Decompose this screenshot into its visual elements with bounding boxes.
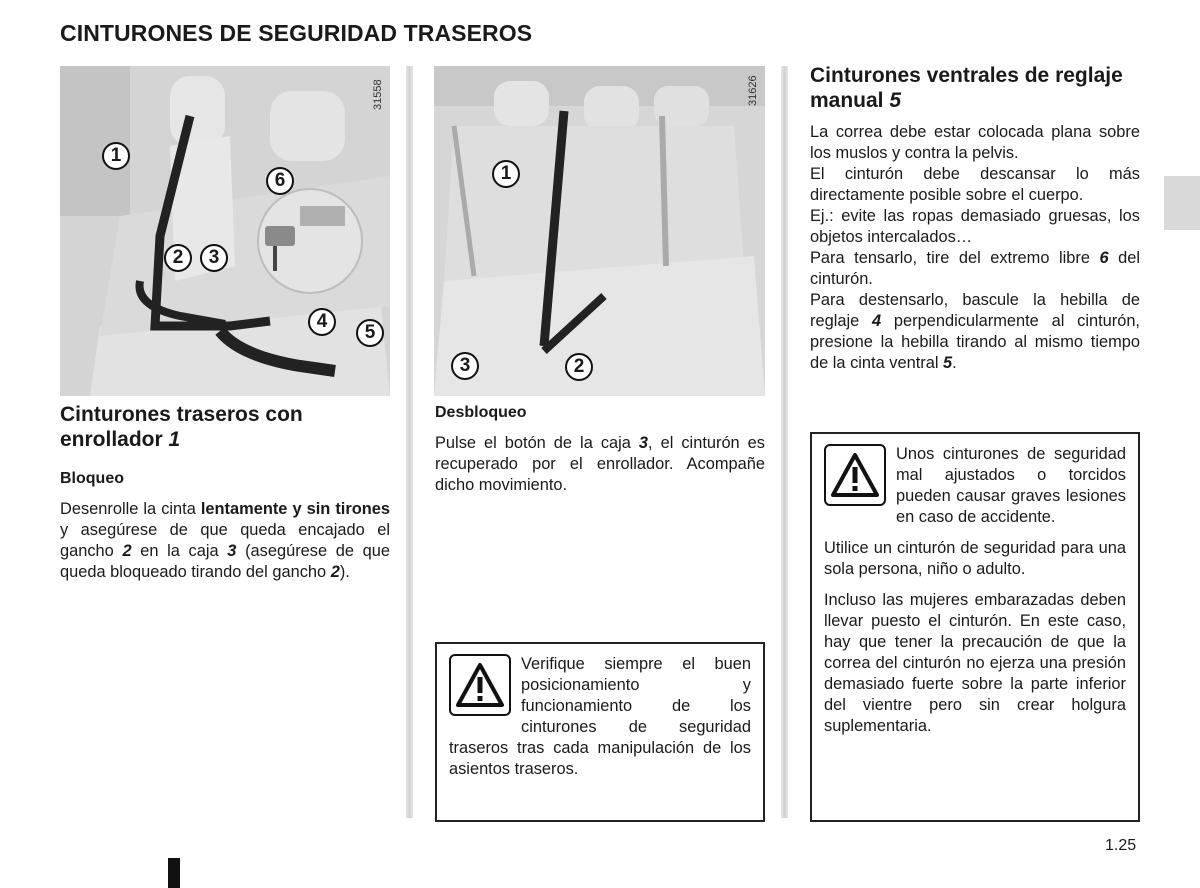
warning-box-positioning (435, 642, 765, 822)
lap-paragraph-4 (810, 248, 1140, 290)
callout-5: 5 (356, 319, 384, 347)
text-run: Para tensarlo, tire del extremo libre (810, 249, 1100, 267)
ref-number: 3 (227, 542, 237, 560)
figure-ref-number: 31626 (747, 75, 759, 106)
text-run: Desenrolle la cinta (60, 500, 201, 518)
warning-triangle-icon (449, 654, 511, 716)
ref-number: 6 (1099, 249, 1109, 267)
ref-number: 2 (122, 542, 132, 560)
callout-6: 6 (266, 167, 294, 195)
unlock-instructions (435, 433, 765, 496)
ref-number: 4 (872, 312, 882, 330)
lap-paragraph-3: Ej.: evite las ropas demasiado gruesas, los objetos intercalados… (810, 207, 1140, 246)
heading-text: Cinturones traseros con enrollador (60, 403, 303, 451)
callout-3: 3 (451, 352, 479, 380)
section-heading-retractor (60, 402, 390, 452)
column-divider-1 (406, 66, 413, 818)
section-heading-lap-belts (810, 63, 1140, 113)
warning-paragraph-1: Unos cinturones de seguridad mal ajustados o torcidos pueden causar graves lesiones en caso de accidente. (896, 445, 1126, 526)
text-run: , el cinturón es recuperado por el enrollador. Acompañe dicho movimiento. (435, 434, 765, 494)
heading-text: Cinturones ventrales de reglaje manual (810, 64, 1123, 112)
warning-box-adjustment (810, 432, 1140, 822)
figure-ref-number: 31558 (372, 79, 384, 110)
text-emphasis: lentamente y sin tirones (200, 500, 390, 518)
warning-triangle-icon (824, 444, 886, 506)
warning-paragraph-3: Incluso las mujeres embarazadas deben llevar puesto el cinturón. En este caso, hay que tener la precaución de que la correa del cinturón no ejerza una presión demasiado fuerte sobre la parte inferior del vientre pero sin crear holgura suplementaria. (824, 591, 1126, 735)
text-run: y asegúrese de que queda encajado el gancho (60, 521, 390, 560)
lap-paragraph-2: El cinturón debe descansar lo más directamente posible sobre el cuerpo. (810, 165, 1140, 204)
page-title: CINTURONES DE SEGURIDAD TRASEROS (60, 20, 533, 46)
lap-paragraph-1: La correa debe estar colocada plana sobre los muslos y contra la pelvis. (810, 123, 1140, 162)
callout-1: 1 (492, 160, 520, 188)
text-run: Para destensarlo, bascule la hebilla de reglaje (810, 291, 1140, 330)
ref-number: 3 (638, 434, 649, 452)
text-run: Pulse el botón de la caja (435, 434, 639, 452)
heading-number: 5 (889, 89, 902, 112)
text-run: en la caja (131, 542, 228, 560)
text-run: (asegúrese de que queda bloqueado tirando del gancho (60, 542, 390, 581)
ref-number: 5 (943, 354, 953, 372)
crop-mark (168, 858, 180, 888)
subheading-unlock: Desbloqueo (435, 404, 527, 421)
text-run: ). (339, 563, 350, 581)
text-run: perpendicularmente al cinturón, presione la hebilla tirando al mismo tiempo de la cinta ventral (810, 312, 1140, 372)
chapter-tab (1164, 176, 1200, 230)
text-run: del cinturón. (810, 249, 1140, 288)
callout-2: 2 (565, 353, 593, 381)
column-divider-2 (781, 66, 788, 818)
rear-belt-retractor-illustration (60, 66, 390, 396)
ref-number: 2 (330, 563, 340, 581)
callout-4: 4 (308, 308, 336, 336)
heading-number: 1 (168, 428, 181, 451)
callout-2: 2 (164, 244, 192, 272)
rear-belt-unlock-illustration (434, 66, 765, 396)
warning-paragraph-2: Utilice un cinturón de seguridad para una sola persona, niño o adulto. (824, 539, 1126, 578)
callout-3: 3 (200, 244, 228, 272)
lock-instructions (60, 499, 390, 583)
page-number: 1.25 (1105, 837, 1137, 854)
lap-paragraph-5 (810, 290, 1140, 374)
subheading-lock: Bloqueo (60, 470, 124, 487)
lap-belt-instructions (810, 122, 1140, 374)
warning-text: Verifique siempre el buen posicionamiento y funcionamiento de los cinturones de seguridad traseros tras cada manipulación de los asientos traseros. (449, 655, 751, 778)
text-run: . (952, 354, 957, 372)
callout-1: 1 (102, 142, 130, 170)
